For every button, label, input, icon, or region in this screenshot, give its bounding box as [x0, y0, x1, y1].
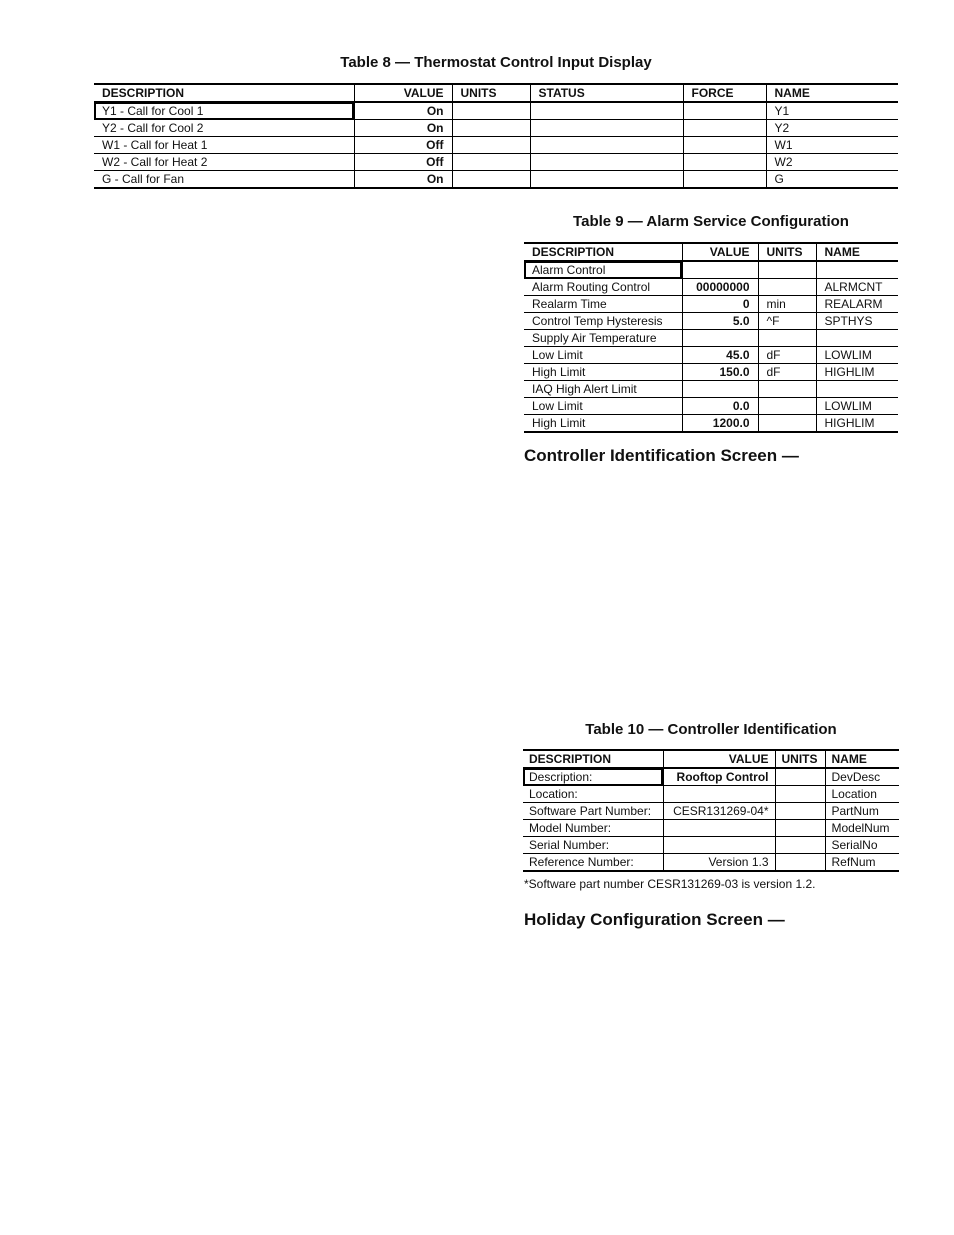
- header-force: FORCE: [683, 84, 766, 102]
- cell-units: [758, 261, 816, 279]
- cell-description: W2 - Call for Heat 2: [94, 154, 354, 171]
- cell-description: Serial Number:: [523, 837, 663, 854]
- cell-units: dF: [758, 347, 816, 364]
- table-row: [524, 330, 898, 347]
- cell-units: [758, 398, 816, 415]
- table-row: [523, 854, 899, 872]
- table-header-row: [524, 243, 898, 261]
- header-units: UNITS: [775, 750, 825, 768]
- cell-force: [683, 154, 766, 171]
- table-row: [524, 261, 898, 279]
- cell-units: [758, 279, 816, 296]
- table-row: [524, 415, 898, 433]
- cell-name: W1: [766, 137, 898, 154]
- cell-description[interactable]: Alarm Control: [524, 261, 682, 279]
- cell-value: 45.0: [682, 347, 758, 364]
- table10-title: Table 10 — Controller Identification: [585, 721, 837, 738]
- controller-id-table: [523, 749, 899, 872]
- cell-units: [775, 803, 825, 820]
- header-description: DESCRIPTION: [94, 84, 354, 102]
- cell-name: HIGHLIM: [816, 364, 898, 381]
- table-row: [523, 786, 899, 803]
- cell-name: [816, 330, 898, 347]
- header-units: UNITS: [758, 243, 816, 261]
- thermostat-input-table: [94, 83, 898, 189]
- cell-units: [452, 154, 530, 171]
- cell-value: Off: [354, 137, 452, 154]
- cell-value: [682, 261, 758, 279]
- table-row: [94, 171, 898, 189]
- cell-name: LOWLIM: [816, 398, 898, 415]
- cell-name: REALARM: [816, 296, 898, 313]
- table-header-row: [94, 84, 898, 102]
- cell-units: [758, 415, 816, 433]
- table-row: [94, 102, 898, 120]
- cell-status: [530, 171, 683, 189]
- cell-value: [663, 837, 775, 854]
- cell-units: [452, 137, 530, 154]
- cell-units: [775, 854, 825, 872]
- table-header-row: [523, 750, 899, 768]
- cell-force: [683, 171, 766, 189]
- table-row: [523, 820, 899, 837]
- cell-description: Location:: [523, 786, 663, 803]
- cell-status: [530, 120, 683, 137]
- cell-units: [452, 171, 530, 189]
- table-row: [523, 803, 899, 820]
- cell-value: CESR131269-04*: [663, 803, 775, 820]
- cell-force: [683, 102, 766, 120]
- cell-name: W2: [766, 154, 898, 171]
- cell-value: 0.0: [682, 398, 758, 415]
- cell-name: [816, 381, 898, 398]
- cell-status: [530, 137, 683, 154]
- cell-value: On: [354, 102, 452, 120]
- cell-force: [683, 120, 766, 137]
- cell-name: [816, 261, 898, 279]
- cell-name: Y1: [766, 102, 898, 120]
- cell-units: [775, 768, 825, 786]
- cell-force: [683, 137, 766, 154]
- cell-description[interactable]: Y1 - Call for Cool 1: [94, 102, 354, 120]
- cell-value: Rooftop Control: [663, 768, 775, 786]
- table-row: [523, 768, 899, 786]
- cell-value: 150.0: [682, 364, 758, 381]
- cell-name: ModelNum: [825, 820, 899, 837]
- cell-value: [682, 330, 758, 347]
- header-description: DESCRIPTION: [523, 750, 663, 768]
- table-row: [523, 837, 899, 854]
- cell-value: 0: [682, 296, 758, 313]
- header-value: VALUE: [682, 243, 758, 261]
- cell-name: Y2: [766, 120, 898, 137]
- cell-name: ALRMCNT: [816, 279, 898, 296]
- cell-value: [663, 786, 775, 803]
- table-row: [524, 347, 898, 364]
- header-name: NAME: [825, 750, 899, 768]
- header-description: DESCRIPTION: [524, 243, 682, 261]
- section-heading-controller-id: Controller Identification Screen —: [524, 446, 799, 465]
- cell-description: Low Limit: [524, 347, 682, 364]
- cell-description: Software Part Number:: [523, 803, 663, 820]
- cell-units: [452, 120, 530, 137]
- alarm-service-table: [524, 242, 898, 433]
- header-status: STATUS: [530, 84, 683, 102]
- cell-name: SPTHYS: [816, 313, 898, 330]
- table-row: [524, 313, 898, 330]
- cell-description: Low Limit: [524, 398, 682, 415]
- header-name: NAME: [816, 243, 898, 261]
- table-row: [524, 364, 898, 381]
- cell-value: 5.0: [682, 313, 758, 330]
- header-name: NAME: [766, 84, 898, 102]
- cell-value: Version 1.3: [663, 854, 775, 872]
- header-value: VALUE: [663, 750, 775, 768]
- table-row: [94, 120, 898, 137]
- cell-name: Location: [825, 786, 899, 803]
- cell-value: 00000000: [682, 279, 758, 296]
- table-row: [524, 296, 898, 313]
- cell-name: LOWLIM: [816, 347, 898, 364]
- header-value: VALUE: [354, 84, 452, 102]
- cell-description: Model Number:: [523, 820, 663, 837]
- section-heading-holiday: Holiday Configuration Screen —: [524, 910, 785, 929]
- cell-value: On: [354, 171, 452, 189]
- cell-description[interactable]: Description:: [523, 768, 663, 786]
- cell-description: Alarm Routing Control: [524, 279, 682, 296]
- cell-status: [530, 102, 683, 120]
- table-row: [524, 381, 898, 398]
- cell-value: Off: [354, 154, 452, 171]
- cell-name: HIGHLIM: [816, 415, 898, 433]
- cell-units: dF: [758, 364, 816, 381]
- cell-name: G: [766, 171, 898, 189]
- cell-status: [530, 154, 683, 171]
- cell-name: DevDesc: [825, 768, 899, 786]
- cell-description: Realarm Time: [524, 296, 682, 313]
- cell-units: [758, 330, 816, 347]
- table-row: [94, 137, 898, 154]
- cell-value: [682, 381, 758, 398]
- table-row: [524, 279, 898, 296]
- cell-description: W1 - Call for Heat 1: [94, 137, 354, 154]
- cell-name: RefNum: [825, 854, 899, 872]
- cell-units: min: [758, 296, 816, 313]
- cell-description: Control Temp Hysteresis: [524, 313, 682, 330]
- table8-title: Table 8 — Thermostat Control Input Display: [340, 54, 652, 71]
- cell-units: [452, 102, 530, 120]
- cell-description: High Limit: [524, 364, 682, 381]
- cell-units: [775, 837, 825, 854]
- table-row: [94, 154, 898, 171]
- cell-name: SerialNo: [825, 837, 899, 854]
- table10-footnote: *Software part number CESR131269-03 is version 1.2.: [524, 877, 816, 891]
- cell-units: [775, 786, 825, 803]
- cell-name: PartNum: [825, 803, 899, 820]
- cell-description: IAQ High Alert Limit: [524, 381, 682, 398]
- cell-units: [775, 820, 825, 837]
- cell-description: Supply Air Temperature: [524, 330, 682, 347]
- table-row: [524, 398, 898, 415]
- cell-description: High Limit: [524, 415, 682, 433]
- cell-value: On: [354, 120, 452, 137]
- cell-description: G - Call for Fan: [94, 171, 354, 189]
- cell-units: ^F: [758, 313, 816, 330]
- table9-title: Table 9 — Alarm Service Configuration: [573, 213, 849, 230]
- header-units: UNITS: [452, 84, 530, 102]
- cell-description: Y2 - Call for Cool 2: [94, 120, 354, 137]
- cell-units: [758, 381, 816, 398]
- cell-description: Reference Number:: [523, 854, 663, 872]
- cell-value: [663, 820, 775, 837]
- cell-value: 1200.0: [682, 415, 758, 433]
